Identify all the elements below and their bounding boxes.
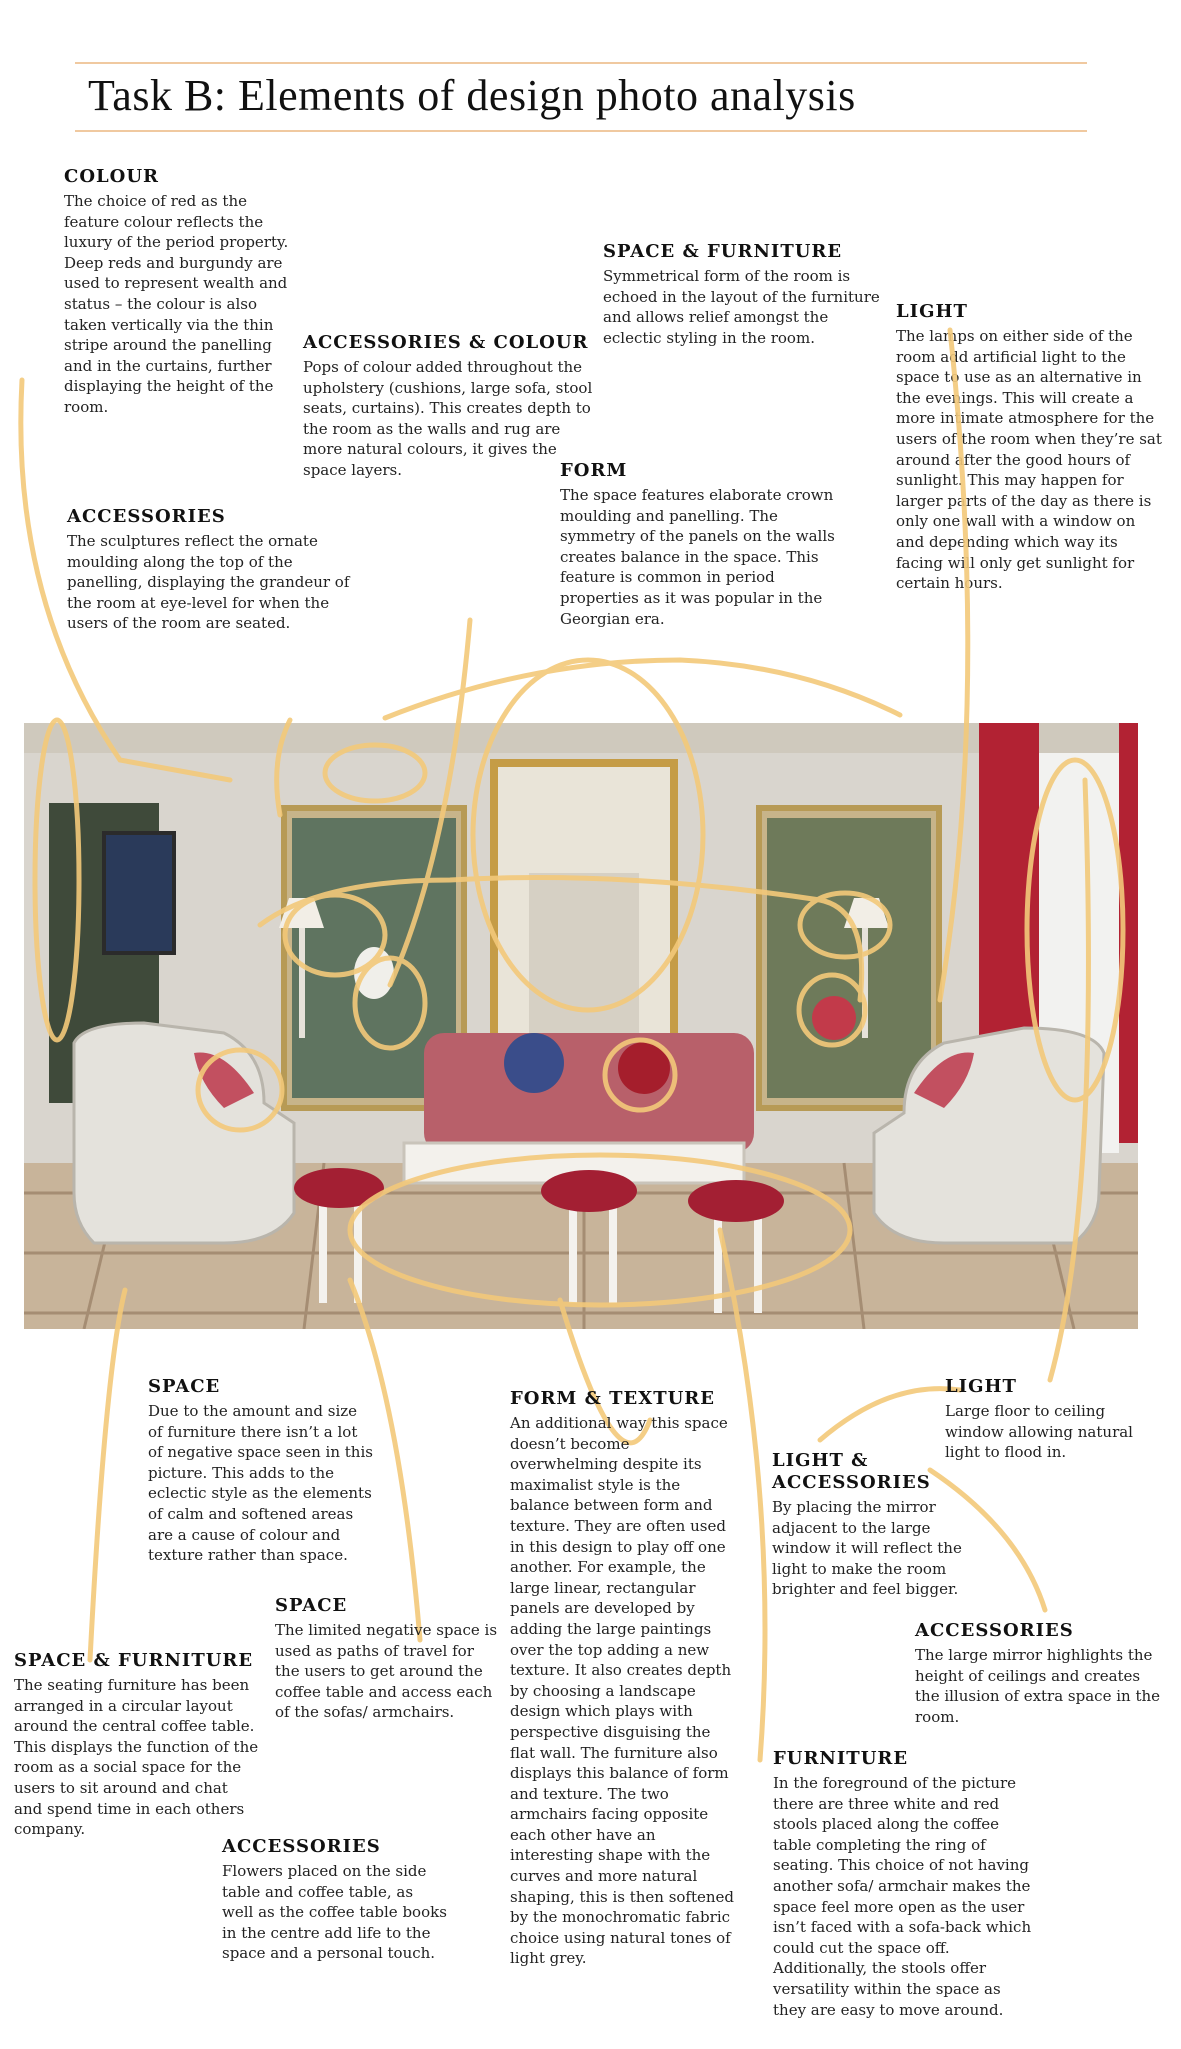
note-space-paths xyxy=(275,1595,500,1723)
note-heading: ACCESSORIES xyxy=(222,1836,381,1857)
note-body: The space features elaborate crown moulding and panelling. The symmetry of the panels on the walls creates balance in the space. This feature is common in period properties as it was popular in the Georgian era. xyxy=(560,486,835,628)
top-rule xyxy=(75,62,1087,64)
note-body: The seating furniture has been arranged in a circular layout around the central coffee table. This displays the function of the room as a social space for the users to sit around and chat and spend time in each others company. xyxy=(14,1676,259,1839)
note-form-texture xyxy=(510,1388,735,1969)
note-heading: COLOUR xyxy=(64,166,159,187)
note-accessories-flowers xyxy=(222,1836,447,1964)
note-heading: LIGHT xyxy=(896,301,968,322)
note-body: Flowers placed on the side table and coffee table, as well as the coffee table books in the centre add life to the space and a personal touch. xyxy=(222,1862,447,1963)
note-heading: SPACE & FURNITURE xyxy=(603,241,843,262)
note-body: In the foreground of the picture there are three white and red stools placed along the coffee table completing the ring of seating. This choice of not having another sofa/ armchair makes the space feel more open as the user isn’t faced with a sofa-back which could cut the space off. Additionally, the stools offer versatility within the space as they are easy to move around. xyxy=(773,1774,1032,2019)
note-body: Pops of colour added throughout the upholstery (cushions, large sofa, stool seats, curtains). This creates depth to the room as the walls and rug are more natural colours, it gives the space layers. xyxy=(303,358,593,479)
note-heading: ACCESSORIES xyxy=(915,1620,1074,1641)
note-heading: LIGHT xyxy=(945,1376,1017,1397)
note-body: The sculptures reflect the ornate moulding along the top of the panelling, displaying the grandeur of the room at eye-level for when the users of the room are seated. xyxy=(67,532,350,633)
note-body: The limited negative space is used as paths of travel for the users to get around the coffee table and access each of the sofas/ armchairs. xyxy=(275,1621,498,1722)
note-body: The large mirror highlights the height of ceilings and creates the illusion of extra space in the room. xyxy=(915,1646,1161,1726)
note-accessories-mirror xyxy=(915,1620,1165,1727)
note-body: The choice of red as the feature colour reflects the luxury of the period property. Deep reds and burgundy are used to represent wealth and status – the colour is also taken vertically via the thin stripe around the panelling and in the curtains, further displaying the height of the room. xyxy=(64,192,289,416)
note-space-furniture-bottom xyxy=(14,1650,259,1840)
note-heading: FURNITURE xyxy=(773,1748,909,1769)
note-light-accessories xyxy=(772,1450,982,1600)
note-heading: ACCESSORIES & COLOUR xyxy=(303,332,589,353)
note-furniture xyxy=(773,1748,1038,2020)
note-colour xyxy=(64,166,304,418)
note-light-lamps xyxy=(896,301,1164,594)
note-space-furniture-top xyxy=(603,241,888,348)
note-heading: SPACE & FURNITURE xyxy=(14,1650,254,1671)
note-heading: FORM xyxy=(560,460,628,481)
note-heading: SPACE xyxy=(275,1595,348,1616)
note-body: Due to the amount and size of furniture there isn’t a lot of negative space seen in this picture. This adds to the eclectic style as the elements of calm and softened areas are a cause of colour and texture rather than space. xyxy=(148,1402,373,1565)
room-photo xyxy=(24,723,1138,1329)
note-body: By placing the mirror adjacent to the large window it will reflect the light to make the room brighter and feel bigger. xyxy=(772,1498,962,1599)
note-body: The lamps on either side of the room add artificial light to the space to use as an alternative in the evenings. This will create a more intimate atmosphere for the users of the room when they’re sat around after the good hours of sunlight. This may happen for larger parts of the day as there is only one wall with a window on and depending which way its facing will only get sunlight for certain hours. xyxy=(896,327,1162,593)
note-body: Symmetrical form of the room is echoed in the layout of the furniture and allows relief amongst the eclectic styling in the room. xyxy=(603,267,880,347)
note-body: Large floor to ceiling window allowing natural light to flood in. xyxy=(945,1402,1133,1462)
note-heading: FORM & TEXTURE xyxy=(510,1388,715,1409)
note-heading: ACCESSORIES xyxy=(67,506,226,527)
note-accessories-colour xyxy=(303,332,593,481)
note-heading: LIGHT & ACCESSORIES xyxy=(772,1450,931,1493)
page-title: Task B: Elements of design photo analysis xyxy=(88,71,856,120)
note-form xyxy=(560,460,845,629)
note-accessories-sculptures xyxy=(67,506,357,634)
note-heading: SPACE xyxy=(148,1376,221,1397)
note-space-negative xyxy=(148,1376,373,1566)
note-body: An additional way this space doesn’t become overwhelming despite its maximalist style is the balance between form and texture. They are often used in this design to play off one another. For example, the large linear, rectangular panels are developed by adding the large paintings over the top adding a new texture. It also creates depth by choosing a landscape design which plays with perspective disguising the flat wall. The furniture also displays this balance of form and texture. The two armchairs facing opposite each other have an interesting shape with the curves and more natural shaping, this is then softened by the monochromatic fabric choice using natural tones of light grey. xyxy=(510,1414,735,1968)
title-underline-rule xyxy=(75,130,1087,132)
